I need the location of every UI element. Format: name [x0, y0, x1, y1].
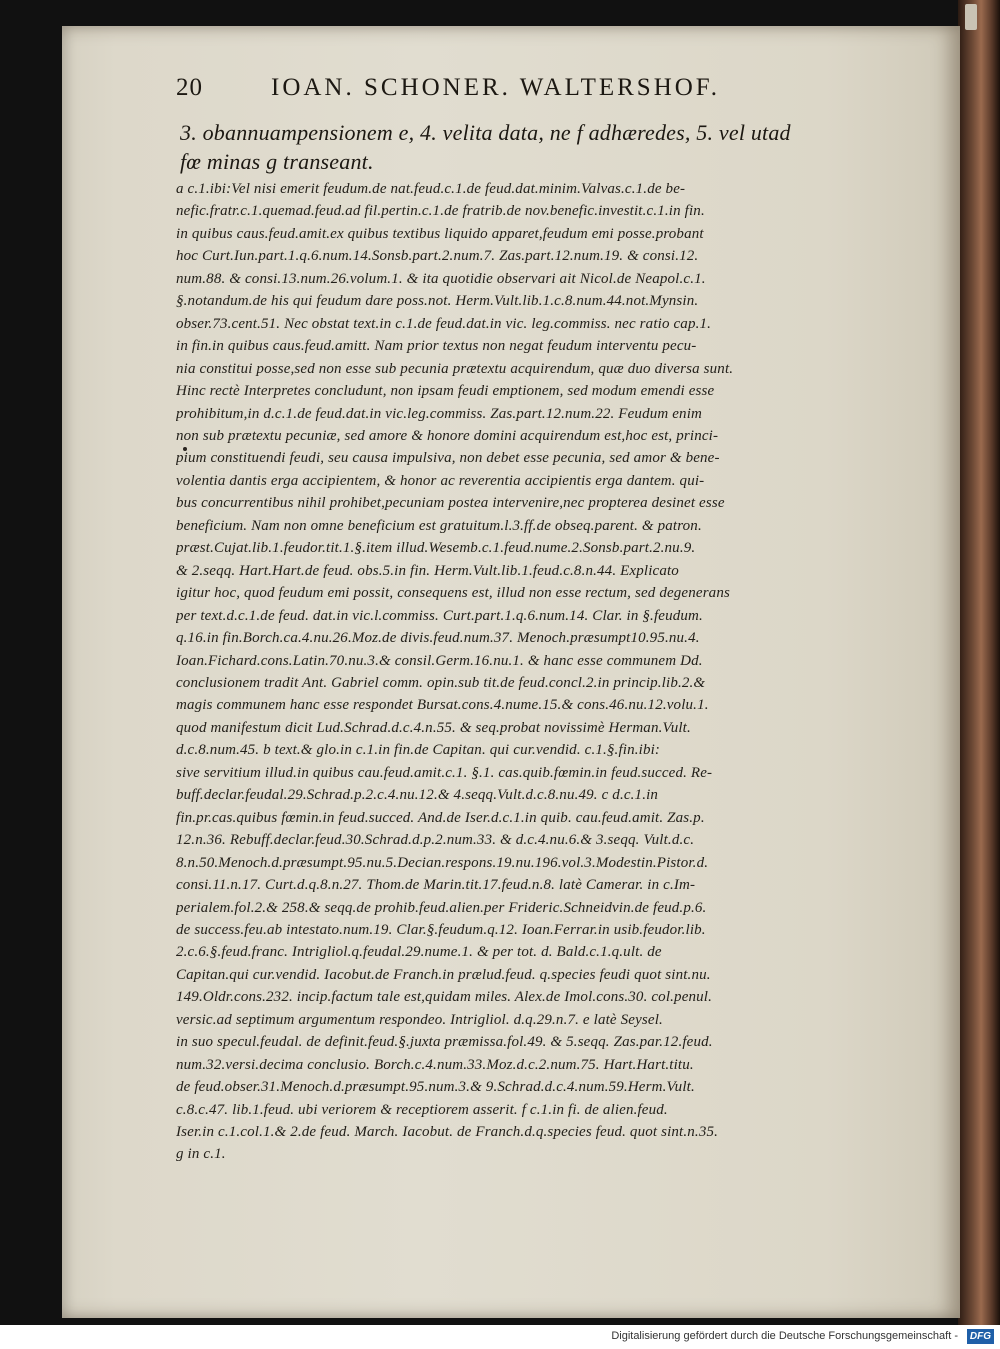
note-line: volentia dantis erga accipientem, & honor ac reverentia accipientis erga dantem. qui-: [176, 472, 705, 489]
note-line: d.c.8.num.45. b text.& glo.in c.1.in fin.de Capitan. qui cur.vendid. c.1.§.fin.ibi:: [176, 742, 661, 759]
note-line: §.notandum.de his qui feudum dare poss.not. Herm.Vult.lib.1.c.8.num.44.not.Mynsin.: [176, 293, 699, 310]
note-line: a c.1.ibi:Vel nisi emerit feudum.de nat.feud.c.1.de feud.dat.minim.Valvas.c.1.de be-: [176, 181, 686, 197]
note-line: prohibitum,in d.c.1.de feud.dat.in vic.leg.commiss. Zas.part.12.num.22. Feudum enim: [176, 405, 703, 422]
note-line: in fin.in quibus caus.feud.amitt. Nam prior textus non negat feudum interventu pecu-: [176, 338, 697, 355]
note-line: in quibus caus.feud.amit.ex quibus textibus liquido apparet,feudum emi posse.probant: [176, 225, 704, 242]
note-line: quod manifestum dicit Lud.Schrad.d.c.4.n.55. & seq.probat novissimè Herman.Vult.: [176, 719, 691, 736]
dfg-logo: DFG: [967, 1329, 994, 1344]
note-line: præst.Cujat.lib.1.feudor.tit.1.§.item illud.Wesemb.c.1.feud.nume.2.Sonsb.part.2.nu.9.: [176, 540, 696, 557]
note-line: fin.pr.cas.quibus fœmin.in feud.succed. And.de Iser.d.c.1.in quib. cau.feud.amit. Zas.p.: [176, 809, 705, 826]
note-line: buff.declar.feudal.29.Schrad.p.2.c.4.nu.12.& 4.seqq.Vult.d.c.8.nu.49. c d.c.1.in: [176, 787, 659, 804]
note-line: num.32.versi.decima conclusio. Borch.c.4.num.33.Moz.d.c.2.num.75. Hart.Hart.titu.: [176, 1056, 694, 1073]
footer-credit: Digitalisierung gefördert durch die Deutsche Forschungsgemeinschaft -: [611, 1330, 958, 1342]
book-clip: [965, 4, 977, 30]
note-line: perialem.fol.2.& 258.& seqq.de prohib.feud.alien.per Frideric.Schneidvin.de feud.p.6.: [176, 899, 707, 916]
note-line: nefic.fratr.c.1.quemad.feud.ad fil.pertin.c.1.de fratrib.de nov.benefic.investit.c.1.in fin.: [176, 203, 705, 220]
note-line: q.16.in fin.Borch.ca.4.nu.26.Moz.de divis.feud.num.37. Menoch.præsumpt10.95.nu.4.: [176, 630, 700, 647]
note-line: nia constitui posse,sed non esse sub pecunia prætextu acquirendum, quæ duo diversa sunt.: [176, 360, 734, 377]
note-line: magis communem hanc esse respondet Bursat.cons.4.nume.15.& cons.46.nu.12.volu.1.: [176, 697, 709, 714]
note-line: beneficium. Nam non omne beneficium est gratuitum.l.3.ff.de obseq.parent. & patron.: [176, 517, 702, 534]
running-head: [176, 74, 836, 108]
note-line: 8.n.50.Menoch.d.præsumpt.95.nu.5.Decian.respons.19.nu.196.vol.3.Modestin.Pistor.d.: [176, 854, 709, 871]
book-edge: [958, 0, 1000, 1325]
note-line: pium constituendi feudi, seu causa impulsiva, non debet esse pecunia, sed amor & bene-: [176, 450, 720, 467]
note-line: in suo specul.feudal. de definit.feud.§.juxta præmissa.fol.49. & 5.seqq. Zas.par.12.feud.: [176, 1034, 713, 1051]
note-line: igitur hoc, quod feudum emi possit, consequens est, illud non esse rectum, sed degenerans: [176, 585, 730, 602]
note-line: 2.c.6.§.feud.franc. Intrigliol.q.feudal.29.nume.1. & per tot. d. Bald.c.1.q.ult. de: [176, 944, 662, 961]
marginal-notes: [176, 178, 836, 1166]
running-title: IOAN. SCHONER. WALTERSHOF.: [271, 74, 720, 101]
main-text: [180, 118, 830, 176]
note-line: consi.11.n.17. Curt.d.q.8.n.27. Thom.de Marin.tit.17.feud.n.8. latè Camerar. in c.Im-: [176, 877, 696, 894]
note-line: Iser.in c.1.col.1.& 2.de feud. March. Iacobut. de Franch.d.q.species feud. quot sint.n.35.: [176, 1124, 719, 1141]
main-text-line: 3. obannuampensionem e, 4. velita data, ne f adhæredes, 5. vel utad: [180, 120, 791, 145]
note-line: c.8.c.47. lib.1.feud. ubi veriorem & receptiorem asserit. f c.1.in fi. de alien.feud.: [176, 1101, 668, 1118]
note-line: per text.d.c.1.de feud. dat.in vic.l.commiss. Curt.part.1.q.6.num.14. Clar. in §.feudum.: [176, 607, 703, 624]
note-line: hoc Curt.Iun.part.1.q.6.num.14.Sonsb.part.2.num.7. Zas.part.12.num.19. & consi.12.: [176, 248, 699, 265]
note-line: g in c.1.: [176, 1146, 226, 1163]
note-line: 12.n.36. Rebuff.declar.feud.30.Schrad.d.p.2.num.33. & d.c.4.nu.6.& 3.seqq. Vult.d.c.: [176, 832, 695, 849]
note-line: de success.feu.ab intestato.num.19. Clar.§.feudum.q.12. Ioan.Ferrar.in usib.feudor.lib.: [176, 921, 706, 938]
note-line: Capitan.qui cur.vendid. Iacobut.de Franch.in prælud.feud. q.species feudi quot sint.nu.: [176, 966, 711, 983]
footer-bar: [0, 1325, 1000, 1349]
note-line: sive servitium illud.in quibus cau.feud.amit.c.1. §.1. cas.quib.fœmin.in feud.succed. Re-: [176, 764, 713, 781]
note-line: 149.Oldr.cons.232. incip.factum tale est,quidam miles. Alex.de Imol.cons.30. col.penul.: [176, 989, 713, 1006]
note-line: de feud.obser.31.Menoch.d.præsumpt.95.num.3.& 9.Schrad.d.c.4.num.59.Herm.Vult.: [176, 1079, 695, 1096]
page-number: 20: [176, 74, 203, 101]
note-line: versic.ad septimum argumentum respondeo. Intrigliol. d.q.29.n.7. e latè Seysel.: [176, 1011, 663, 1028]
note-line: num.88. & consi.13.num.26.volum.1. & ita quotidie observari ait Nicol.de Neapol.c.1.: [176, 270, 706, 287]
note-line: Hinc rectè Interpretes concludunt, non ipsam feudi emptionem, sed modum emendi esse: [176, 383, 715, 400]
note-line: obser.73.cent.51. Nec obstat text.in c.1.de feud.dat.in vic. leg.commiss. nec ratio cap.1.: [176, 315, 712, 332]
note-line: conclusionem tradit Ant. Gabriel comm. opin.sub tit.de feud.concl.2.in princip.lib.2.&: [176, 674, 706, 691]
note-line: & 2.seqq. Hart.Hart.de feud. obs.5.in fin. Herm.Vult.lib.1.feud.c.8.n.44. Explicato: [176, 562, 679, 579]
note-line: Ioan.Fichard.cons.Latin.70.nu.3.& consil.Germ.16.nu.1. & hanc esse communem Dd.: [176, 652, 703, 669]
note-line: non sub prætextu pecuniæ, sed amore & honore domini acquirendum est,hoc est, princi-: [176, 427, 719, 444]
note-line: bus concurrentibus nihil prohibet,pecuniam postea intervenire,nec propterea desinet esse: [176, 495, 725, 512]
main-text-line: fœ minas g transeant.: [180, 149, 374, 174]
